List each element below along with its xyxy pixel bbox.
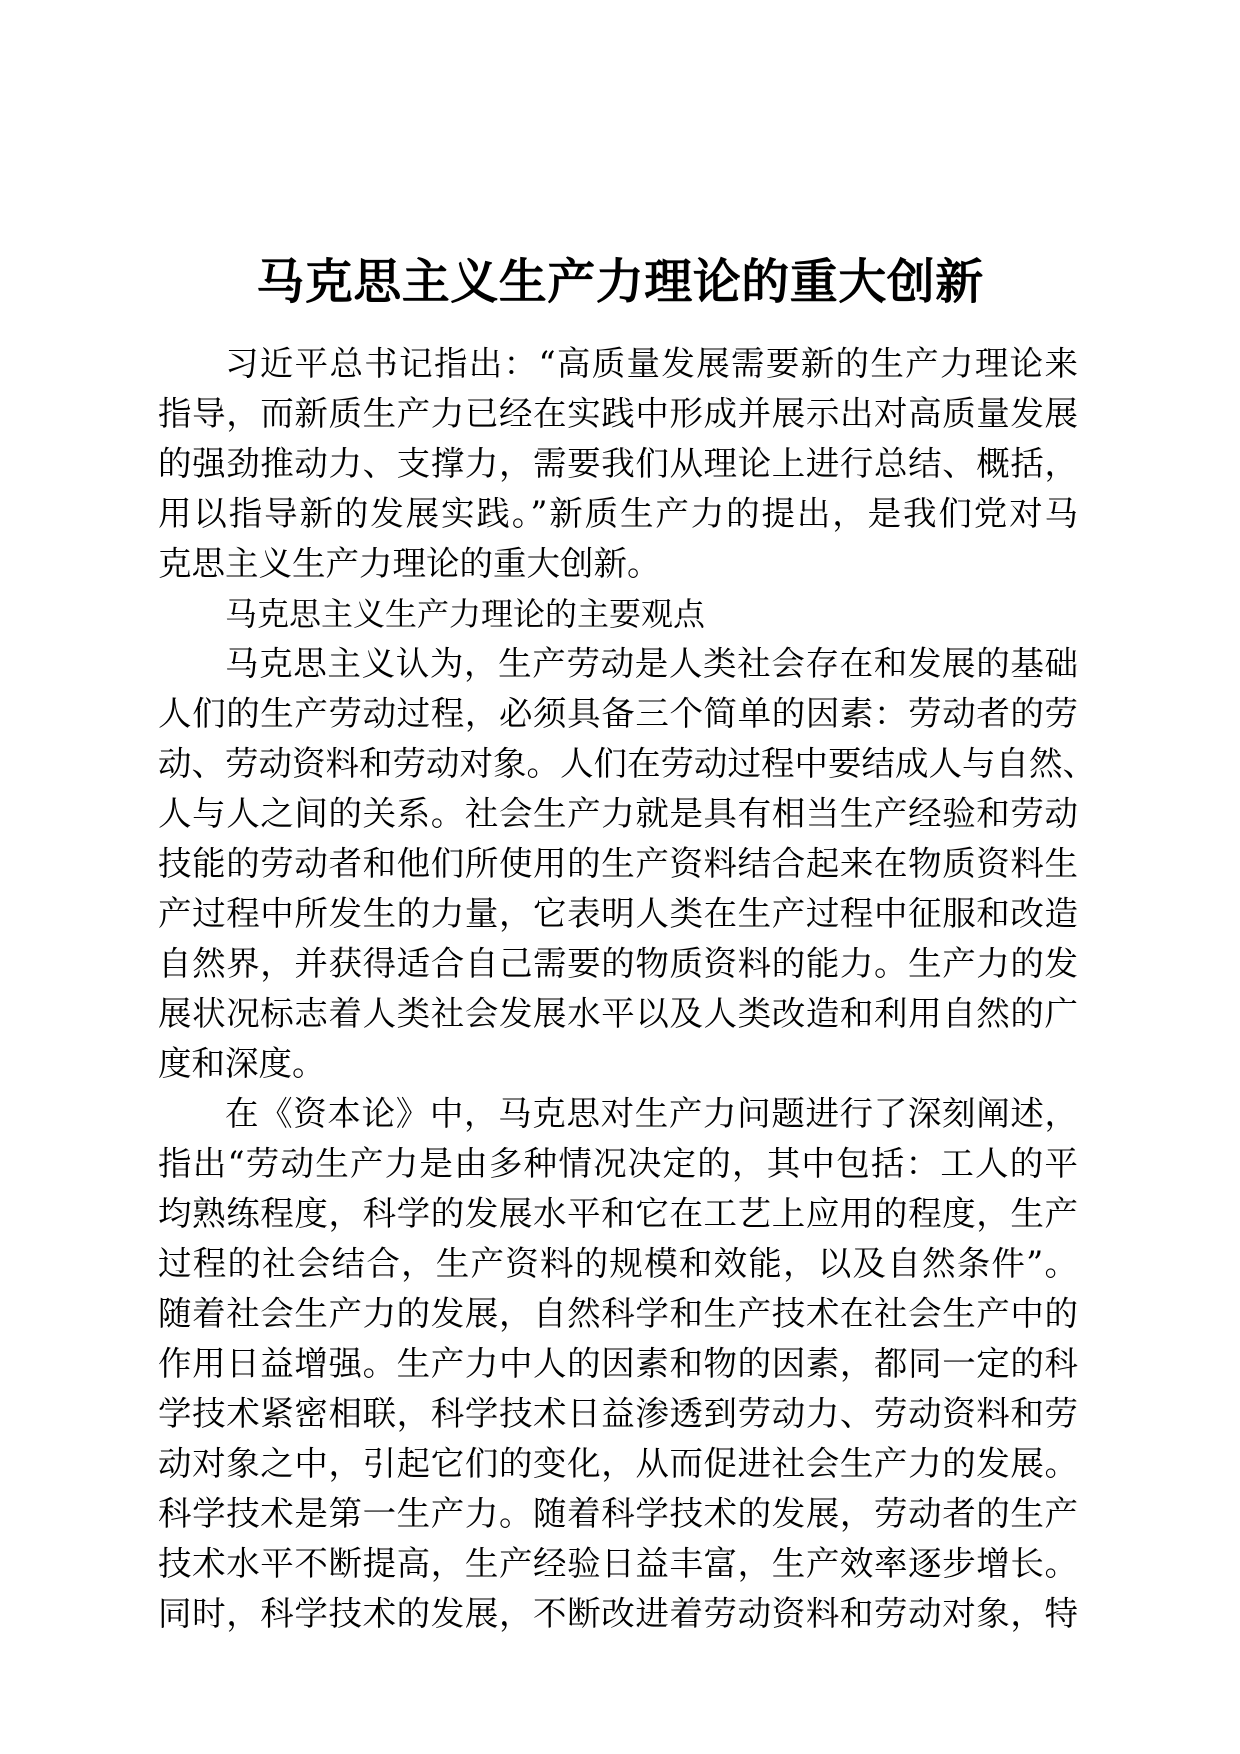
paragraph-line: 作用日益增强。生产力中人的因素和物的因素，都同一定的科 (158, 1344, 1078, 1383)
paragraph-line: 动、劳动资料和劳动对象。人们在劳动过程中要结成人与自然、 (158, 744, 1096, 783)
paragraph-line: 过程的社会结合，生产资料的规模和效能，以及自然条件”。 (158, 1244, 1078, 1283)
paragraph-line: 产过程中所发生的力量，它表明人类在生产过程中征服和改造 (158, 894, 1078, 933)
paragraph-line: 在《资本论》中，马克思对生产力问题进行了深刻阐述， (225, 1094, 1078, 1133)
paragraph-line: 自然界，并获得适合自己需要的物质资料的能力。生产力的发 (158, 944, 1078, 983)
paragraph-line: 随着社会生产力的发展，自然科学和生产技术在社会生产中的 (158, 1294, 1078, 1333)
paragraph-line: 习近平总书记指出：“高质量发展需要新的生产力理论来 (225, 344, 1078, 383)
paragraph-line: 学技术紧密相联，科学技术日益渗透到劳动力、劳动资料和劳 (158, 1394, 1078, 1433)
paragraph-line: 科学技术是第一生产力。随着科学技术的发展，劳动者的生产 (158, 1494, 1078, 1533)
paragraph-line: 克思主义生产力理论的重大创新。 (158, 544, 661, 583)
paragraph-line: 度和深度。 (158, 1044, 326, 1083)
paragraph-line: 人与人之间的关系。社会生产力就是具有相当生产经验和劳动 (158, 794, 1078, 833)
paragraph-line: 技术水平不断提高，生产经验日益丰富，生产效率逐步增长。 (158, 1544, 1078, 1583)
paragraph-line: 用以指导新的发展实践。”新质生产力的提出，是我们党对马 (158, 494, 1078, 533)
paragraph-line: 指出“劳动生产力是由多种情况决定的，其中包括：工人的平 (158, 1144, 1078, 1183)
paragraph-line: 同时，科学技术的发展，不断改进着劳动资料和劳动对象，特 (158, 1594, 1078, 1633)
paragraph-line: 技能的劳动者和他们所使用的生产资料结合起来在物质资料生 (158, 844, 1078, 883)
paragraph-line: 均熟练程度，科学的发展水平和它在工艺上应用的程度，生产 (158, 1194, 1078, 1233)
paragraph-line: 展状况标志着人类社会发展水平以及人类改造和利用自然的广 (158, 994, 1078, 1033)
paragraph-line: 动对象之中，引起它们的变化，从而促进社会生产力的发展。 (158, 1444, 1078, 1483)
paragraph-line: 的强劲推动力、支撑力，需要我们从理论上进行总结、概括， (158, 444, 1078, 483)
section-heading: 马克思主义生产力理论的主要观点 (225, 595, 706, 633)
paragraph-line: 人们的生产劳动过程，必须具备三个简单的因素：劳动者的劳 (158, 694, 1078, 733)
paragraph-line: 马克思主义认为，生产劳动是人类社会存在和发展的基础 (225, 644, 1078, 683)
document-title: 马克思主义生产力理论的重大创新 (256, 254, 984, 310)
paragraph-line: 指导，而新质生产力已经在实践中形成并展示出对高质量发展 (158, 394, 1078, 433)
